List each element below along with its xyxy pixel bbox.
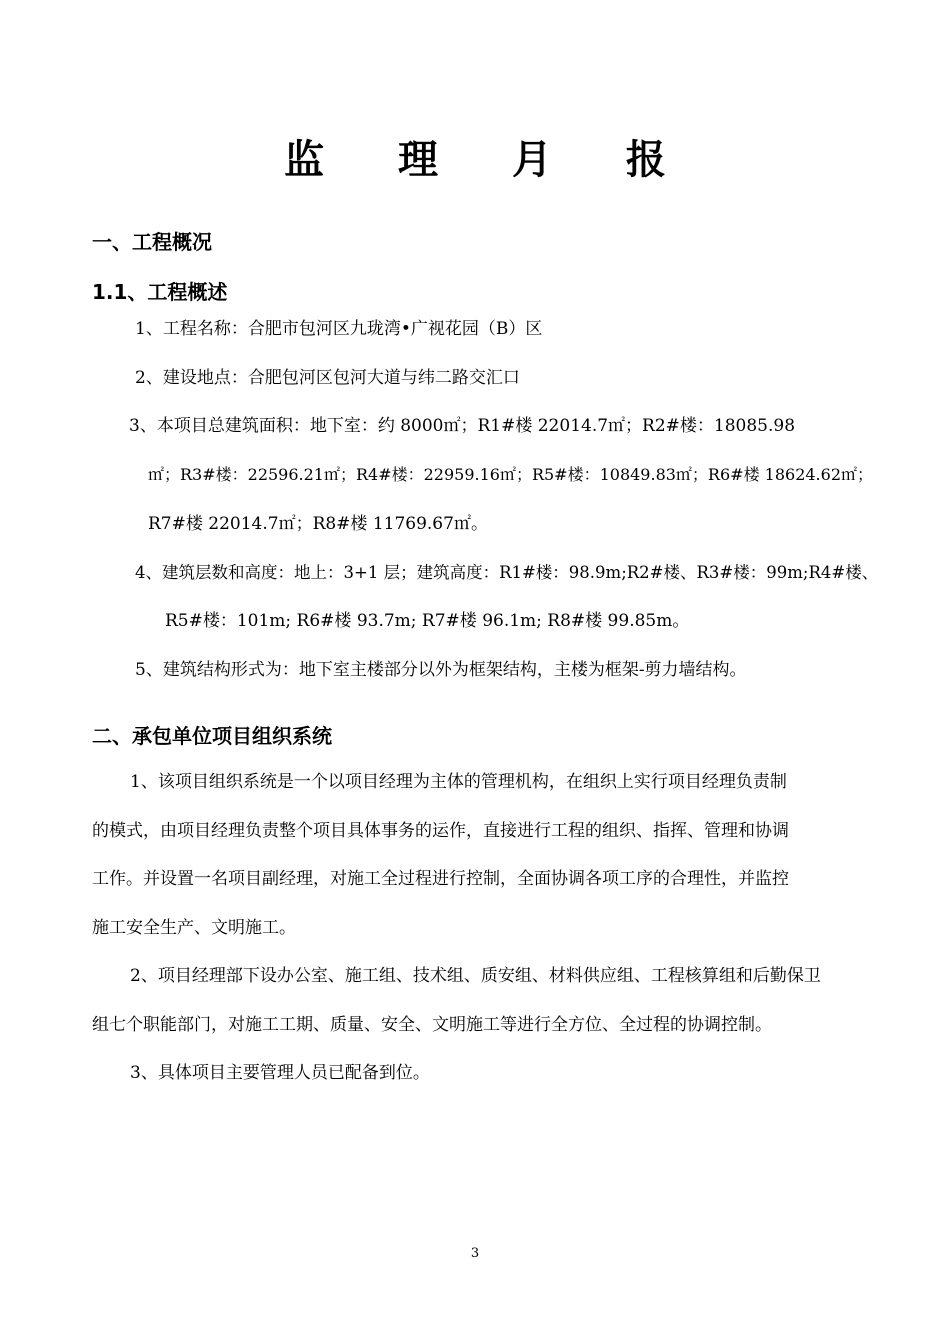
section-heading-overview: 一、工程概况 (92, 230, 212, 254)
subsection-heading-summary: 1.1、工程概述 (92, 280, 228, 304)
structure-item: 5、建筑结构形式为：地下室主楼部分以外为框架结构，主楼为框架-剪力墙结构。 (135, 660, 747, 680)
org-para1-line2: 的模式，由项目经理负责整个项目具体事务的运作，直接进行工程的组织、指挥、管理和协调 (92, 821, 789, 841)
project-location-item: 2、建设地点：合肥包河区包河大道与纬二路交汇口 (135, 368, 520, 388)
area-item-line1: 3、本项目总建筑面积：地下室：约 8000㎡；R1#楼 22014.7㎡；R2#楼：18085.98 (129, 416, 796, 436)
page-number: 3 (470, 1246, 480, 1261)
org-para2-line1: 2、项目经理部下设办公室、施工组、技术组、质安组、材料供应组、工程核算组和后勤保卫 (130, 966, 821, 986)
project-name-item: 1、工程名称：合肥市包河区九珑湾•广视花园（B）区 (135, 319, 543, 339)
area-item-line3: R7#楼 22014.7㎡；R8#楼 11769.67㎡。 (148, 514, 488, 534)
org-para1-line1: 1、该项目组织系统是一个以项目经理为主体的管理机构，在组织上实行项目经理负责制 (130, 772, 787, 792)
org-para1-line3: 工作。并设置一名项目副经理，对施工全过程进行控制，全面协调各项工序的合理性，并监控 (92, 869, 789, 889)
org-para2-line2: 组七个职能部门，对施工工期、质量、安全、文明施工等进行全方位、全过程的协调控制。 (92, 1015, 772, 1035)
height-item-line2: R5#楼：101m; R6#楼 93.7m; R7#楼 96.1m; R8#楼 99.85m。 (165, 611, 690, 631)
org-para3: 3、具体项目主要管理人员已配备到位。 (130, 1063, 430, 1083)
height-item-line1: 4、建筑层数和高度：地上：3+1 层；建筑高度：R1#楼：98.9m;R2#楼、R3#楼：99m;R4#楼、 (135, 563, 879, 582)
page-title: 监 理 月 报 (284, 137, 696, 183)
area-item-line2: ㎡；R3#楼：22596.21㎡；R4#楼：22959.16㎡；R5#楼：10849.83㎡；R6#楼 18624.62㎡； (148, 465, 873, 484)
section-heading-organization: 二、承包单位项目组织系统 (92, 724, 332, 748)
org-para1-line4: 施工安全生产、文明施工。 (92, 918, 296, 938)
